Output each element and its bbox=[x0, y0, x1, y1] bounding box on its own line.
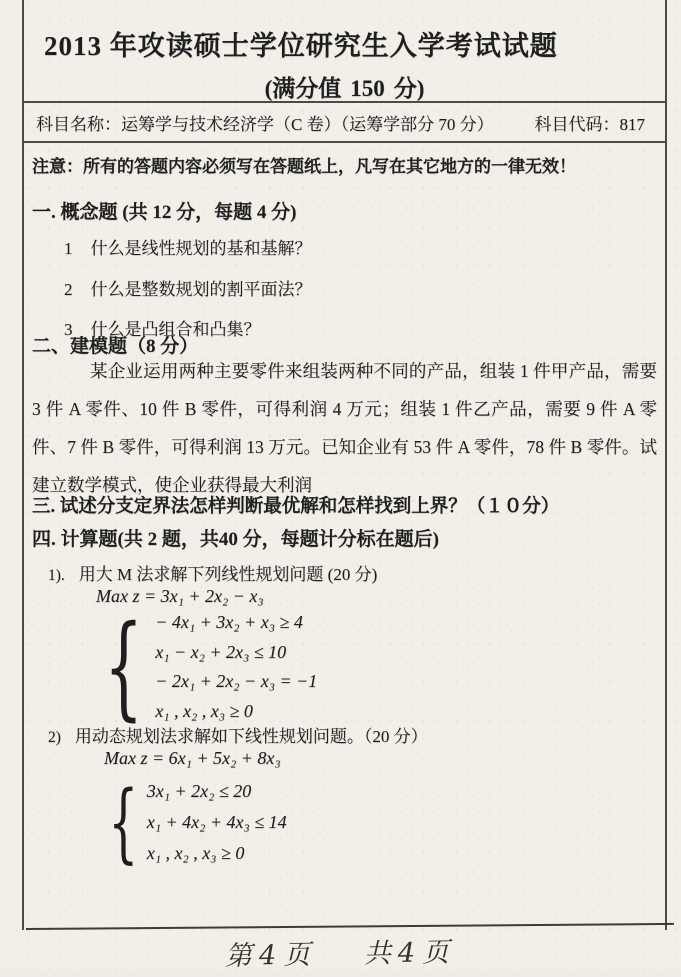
constraint-lines bbox=[147, 776, 287, 869]
section1-heading: 一. 概念题 (共 12 分，每题 4 分) bbox=[32, 202, 297, 223]
handwritten-page-number: 第4页 共4页 bbox=[224, 936, 457, 973]
problem-2-objective: Max z = 6x₁ + 5x₂ + 8x₃ bbox=[104, 748, 281, 768]
subject-row bbox=[36, 110, 651, 135]
constraint-line: x₁ , x₂ , x₃ ≥ 0 bbox=[155, 700, 253, 721]
constraint-line: − 2x₁ + 2x₂ − x₃ = −1 bbox=[155, 671, 318, 691]
concept-question-1 bbox=[64, 234, 312, 259]
question-number: 3 bbox=[64, 320, 73, 339]
section4-heading: 四. 计算题(共 2 题，共40 分，每题计分标在题后) bbox=[32, 529, 439, 550]
document-border-frame bbox=[22, 0, 667, 930]
divider-below-subject bbox=[24, 141, 665, 143]
problem-1-constraints bbox=[88, 602, 318, 732]
full-score-prefix: (满分值 bbox=[264, 76, 342, 101]
subject-code bbox=[535, 110, 652, 135]
constraint-line: x₁ − x₂ + 2x₃ ≤ 10 bbox=[155, 641, 287, 662]
subject-name-value: 运筹学与技术经济学（C 卷）（运筹学部分 70 分） bbox=[121, 115, 494, 134]
constraint-line: − 4x₁ + 3x₂ + x₃ ≥ 4 bbox=[155, 612, 303, 632]
problem-1-label: 1). bbox=[48, 567, 65, 584]
full-score-value: 150 bbox=[345, 76, 390, 103]
exam-title: 2013 年攻读硕士学位研究生入学考试试题 bbox=[44, 31, 558, 61]
question-number: 1 bbox=[64, 239, 73, 258]
section2-heading: 二、建模题（8 分） bbox=[32, 336, 199, 357]
concept-question-2 bbox=[64, 275, 312, 300]
divider-above-subject bbox=[24, 101, 665, 103]
left-brace-glyph: { bbox=[104, 602, 144, 732]
problem-1-statement bbox=[48, 560, 377, 585]
subject-name-label: 科目名称： bbox=[36, 115, 121, 134]
constraint-line: x₁ + 4x₂ + 4x₃ ≤ 14 bbox=[146, 812, 287, 832]
left-brace-glyph: { bbox=[108, 772, 139, 873]
problem-1-objective: Max z = 3x₁ + 2x₂ − x₃ bbox=[96, 586, 264, 606]
question-text: 什么是整数规划的割平面法？ bbox=[90, 280, 312, 299]
subject-code-label: 科目代码： bbox=[534, 115, 620, 134]
modeling-problem-text: 某企业运用两种主要零件来组装两种不同的产品，组装 1 件甲产品，需要 3 件 A 零件、10 件 B 零件，可得利润 4 万元；组装 1 件乙产品，需要 9 件 A 零件、7 件 B 零件，可得利润 13 万元。已知企业有 53 件 A 零件，78 件 B 零件。试建立数学模式，使企业获得最大利润 bbox=[32, 361, 657, 495]
full-score-suffix: 分) bbox=[393, 76, 425, 101]
problem-2-statement bbox=[48, 722, 428, 747]
problem-1-text: 用大 M 法求解下列线性规划问题 (20 分) bbox=[78, 565, 378, 584]
constraint-line: 3x₁ + 2x₂ ≤ 20 bbox=[146, 781, 252, 801]
section3-heading: 三. 试述分支定界法怎样判断最优解和怎样找到上界？（１０分） bbox=[32, 497, 560, 517]
question-text: 什么是凸组合和凸集？ bbox=[90, 320, 261, 339]
full-score-line bbox=[24, 70, 665, 103]
constraint-lines bbox=[155, 608, 317, 726]
question-text: 什么是线性规划的基和基解？ bbox=[90, 239, 312, 258]
problem-2-constraints bbox=[96, 772, 287, 873]
constraint-line: x₁ , x₂ , x₃ ≥ 0 bbox=[146, 843, 245, 863]
subject-code-value: 817 bbox=[619, 115, 645, 134]
notice-text: 注意：所有的答题内容必须写在答题纸上，凡写在其它地方的一律无效！ bbox=[32, 157, 576, 176]
problem-2-text: 用动态规划法求解如下线性规划问题。（20 分） bbox=[74, 727, 428, 746]
question-number: 2 bbox=[64, 280, 73, 299]
problem-2-label: 2) bbox=[48, 729, 61, 746]
